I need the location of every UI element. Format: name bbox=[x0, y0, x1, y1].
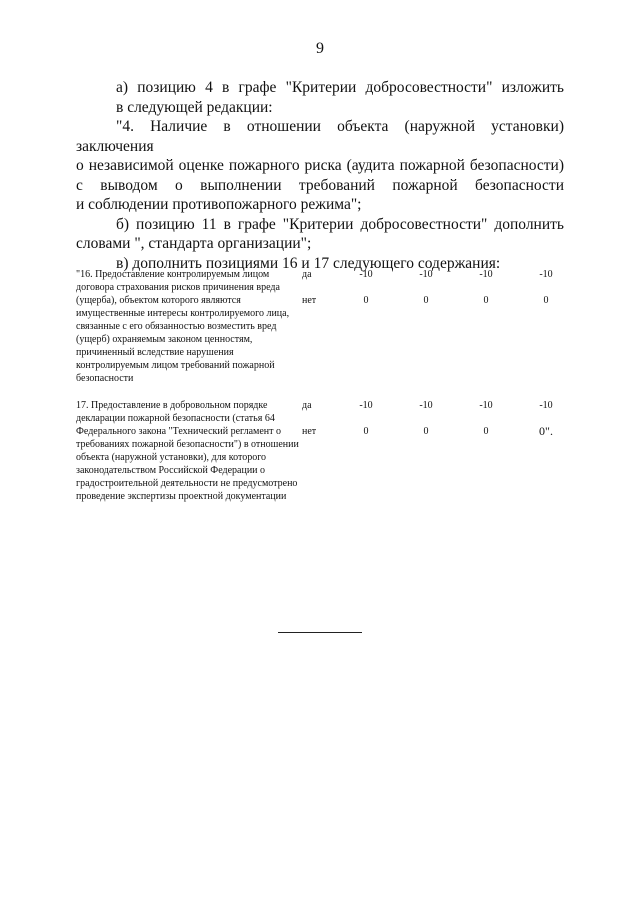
paragraph-v-line-1: в) дополнить позициями 16 и 17 следующего содержания: bbox=[116, 254, 501, 272]
no-value: 0 bbox=[483, 426, 489, 437]
value-cell bbox=[456, 399, 516, 517]
page-number: 9 bbox=[316, 40, 324, 57]
paragraph-a-line-1: а) позицию 4 в графе "Критерии добросовестности" изложить bbox=[116, 79, 564, 96]
paragraph-b-line-1: б) позицию 11 в графе "Критерии добросовестности" дополнить bbox=[116, 215, 564, 233]
value-cell bbox=[336, 399, 396, 517]
yes-value: -10 bbox=[359, 400, 373, 411]
paragraph-a-line-2: в следующей редакции: bbox=[116, 98, 273, 116]
value-cell bbox=[336, 268, 396, 399]
criteria-table bbox=[76, 268, 576, 517]
value-cell bbox=[516, 268, 576, 399]
footer-rule bbox=[278, 632, 362, 633]
quote-4-line-4: и соблюдении противопожарного режима"; bbox=[76, 196, 362, 213]
answer-cell bbox=[302, 399, 336, 517]
value-cell bbox=[396, 399, 456, 517]
criterion-cell: "16. Предоставление контролируемым лицом договора страхования рисков причинения вреда (ущерба), объектом которого являются имущественные интересы контролируемого лица, связанные с его обязанностью возместить вред (ущерб) охраняемым законом ценностям, причиненный вследствие нарушения контролируемым лицом требований пожарной безопасности bbox=[76, 269, 290, 384]
no-value: 0 bbox=[423, 295, 429, 306]
table-row bbox=[76, 399, 576, 517]
answer-yes: да bbox=[302, 269, 312, 280]
no-value: 0 bbox=[363, 295, 369, 306]
no-value: 0 bbox=[423, 426, 429, 437]
paragraph-quote-4 bbox=[76, 117, 564, 215]
yes-value: -10 bbox=[479, 269, 493, 280]
quote-4-line-3: с выводом о выполнении требований пожарной безопасности bbox=[76, 176, 564, 194]
value-cell bbox=[456, 268, 516, 399]
body-text bbox=[76, 78, 564, 273]
table-row bbox=[76, 268, 576, 399]
value-cell bbox=[396, 268, 456, 399]
yes-value: -10 bbox=[539, 400, 553, 411]
quote-4-line-2: о независимой оценке пожарного риска (аудита пожарной безопасности) bbox=[76, 157, 564, 174]
answer-no: нет bbox=[302, 426, 317, 437]
answer-no: нет bbox=[302, 295, 317, 306]
no-value: 0 bbox=[483, 295, 489, 306]
yes-value: -10 bbox=[359, 269, 373, 280]
paragraph-b-line-2: словами ", стандарта организации"; bbox=[76, 235, 312, 252]
yes-value: -10 bbox=[479, 400, 493, 411]
yes-value: -10 bbox=[419, 400, 433, 411]
no-value: 0 bbox=[543, 295, 549, 306]
quote-4-line-1: "4. Наличие в отношении объекта (наружной установки) заключения bbox=[76, 118, 564, 155]
yes-value: -10 bbox=[419, 269, 433, 280]
paragraph-b bbox=[76, 215, 564, 254]
value-cell bbox=[516, 399, 576, 517]
answer-yes: да bbox=[302, 400, 312, 411]
paragraph-a bbox=[76, 78, 564, 117]
no-value: 0 bbox=[363, 426, 369, 437]
answer-cell bbox=[302, 268, 336, 399]
no-value: 0". bbox=[539, 424, 553, 438]
criterion-cell: 17. Предоставление в добровольном порядке декларации пожарной безопасности (статья 64 Федерального закона "Технический регламент о требованиях пожарной безопасности") в отношении объекта (наружной установки), для которого законодательством Российской Федерации о градостроительной деятельности не предусмотрено проведение экспертизы проектной документации bbox=[76, 400, 299, 502]
yes-value: -10 bbox=[539, 269, 553, 280]
